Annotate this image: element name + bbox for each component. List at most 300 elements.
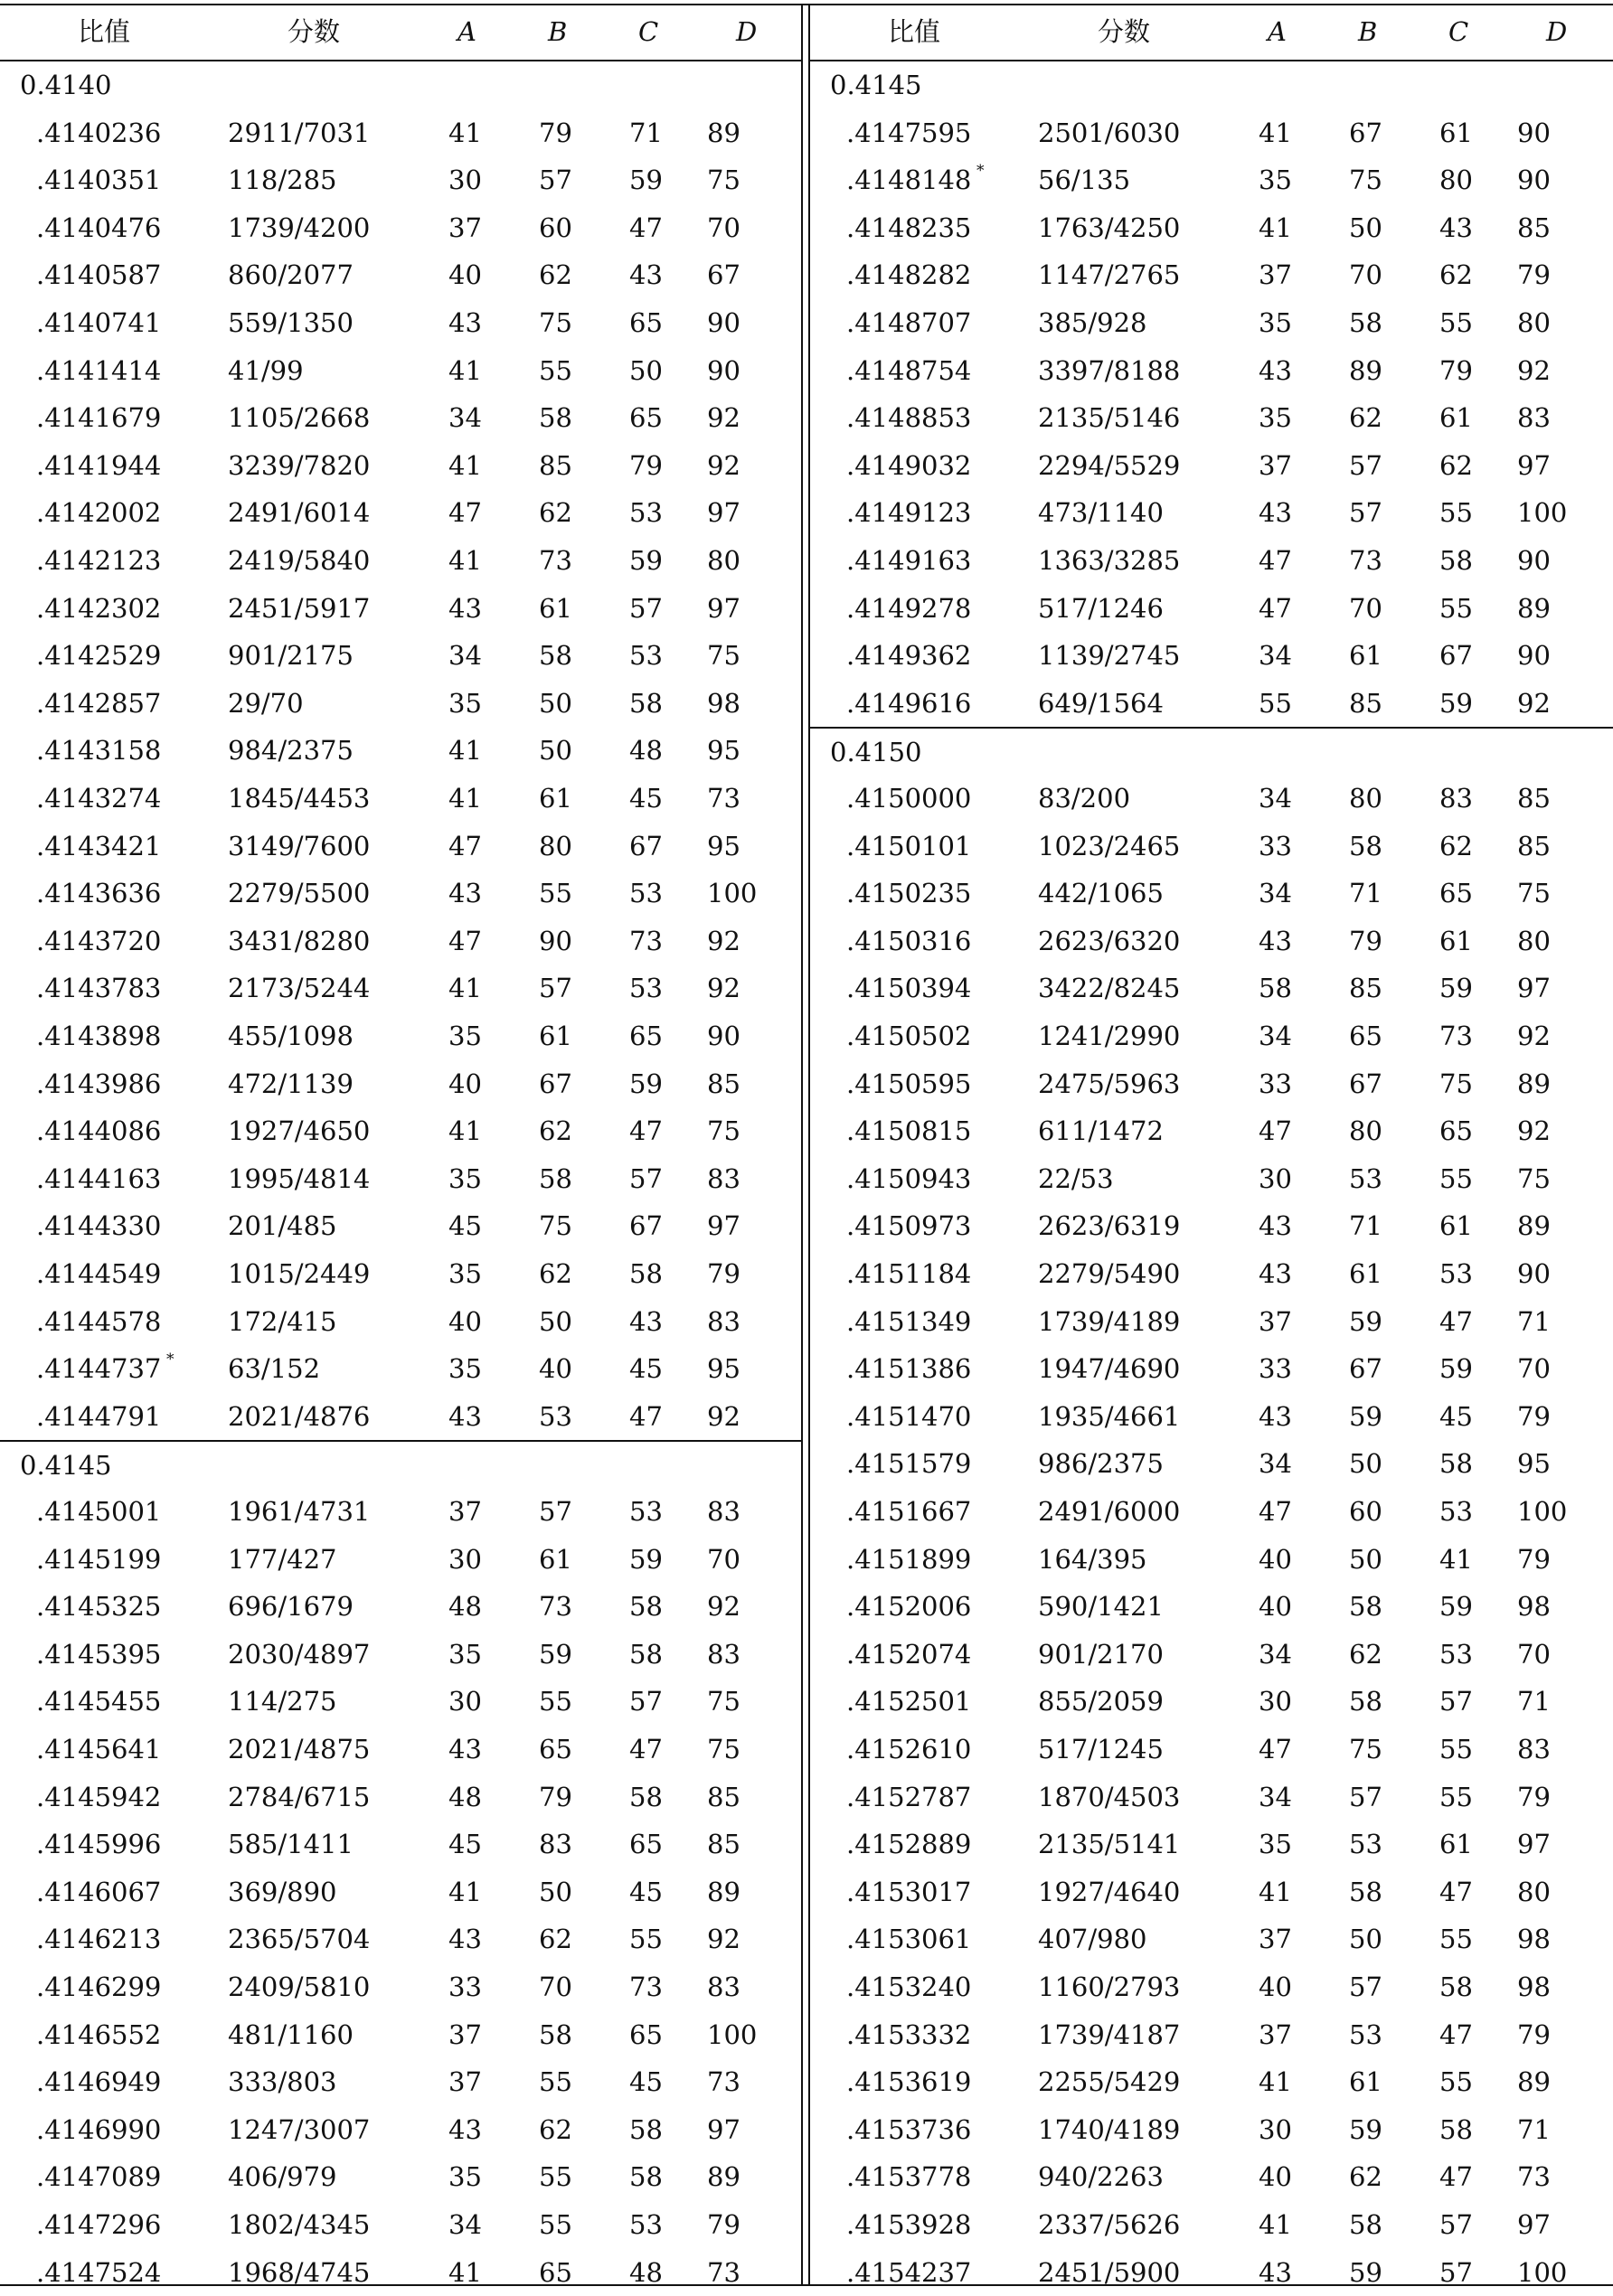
c-cell: 59 (629, 1543, 663, 1575)
c-cell: 48 (629, 735, 663, 767)
a-cell: 41 (448, 1876, 482, 1907)
d-cell: 89 (1517, 2066, 1551, 2098)
b-cell: 53 (1349, 2018, 1382, 2050)
b-cell: 70 (539, 1971, 572, 2002)
d-cell: 67 (707, 259, 740, 291)
ratio-cell: .4146213 (36, 1924, 162, 1955)
a-cell: 37 (1259, 1305, 1292, 1337)
ratio-cell: .4149362 (846, 640, 972, 672)
ratio-cell: .4150973 (846, 1210, 972, 1242)
b-cell: 62 (539, 1924, 572, 1955)
b-cell: 59 (1349, 1400, 1382, 1432)
b-cell: 61 (539, 783, 572, 814)
table-row (0, 347, 803, 395)
fraction-cell: 1927/4640 (1038, 1876, 1181, 1907)
b-cell: 50 (539, 735, 572, 767)
a-cell: 30 (1259, 1686, 1292, 1717)
fraction-cell: 1247/3007 (228, 2113, 371, 2145)
fraction-cell: 56/135 (1038, 165, 1131, 196)
b-cell: 50 (1349, 1543, 1382, 1575)
ratio-cell: .4145199 (36, 1543, 162, 1575)
c-cell: 45 (1439, 1400, 1473, 1432)
table-row (0, 823, 803, 870)
c-cell: 55 (1439, 497, 1473, 529)
c-cell: 59 (629, 545, 663, 576)
table-row (810, 1915, 1613, 1963)
ratio-cell: .4151470 (846, 1400, 972, 1432)
d-cell: 89 (1517, 592, 1551, 624)
a-cell: 45 (448, 1210, 482, 1242)
ratio-cell: .4142857 (36, 687, 162, 719)
d-cell: 85 (707, 1781, 740, 1812)
d-cell: 73 (1517, 2161, 1551, 2193)
a-cell: 43 (448, 2113, 482, 2145)
b-cell: 58 (1349, 830, 1382, 861)
fraction-cell: 1241/2990 (1038, 1021, 1181, 1051)
c-cell: 55 (1439, 307, 1473, 338)
c-cell: 55 (1439, 2066, 1473, 2098)
fraction-cell: 2030/4897 (228, 1638, 371, 1670)
fraction-cell: 2337/5626 (1038, 2209, 1181, 2240)
ratio-cell: .4148707 (846, 307, 972, 338)
d-cell: 92 (1517, 687, 1551, 719)
a-cell: 48 (448, 1591, 482, 1623)
fraction-cell: 696/1679 (228, 1591, 354, 1623)
ratio-cell: .4148853 (846, 402, 972, 434)
table-row (0, 1012, 803, 1060)
b-cell: 67 (1349, 117, 1382, 148)
ratio-cell: .4146067 (36, 1876, 162, 1907)
b-cell: 80 (1349, 783, 1382, 814)
d-cell: 97 (1517, 449, 1551, 481)
b-cell: 83 (539, 1829, 572, 1860)
b-cell: 61 (1349, 1258, 1382, 1289)
ratio-cell: .4153736 (846, 2113, 972, 2145)
ratio-cell: .4145641 (36, 1734, 162, 1764)
ratio-cell: .4148235 (846, 212, 972, 243)
a-cell: 34 (448, 2209, 482, 2240)
ratio-cell: .4153928 (846, 2209, 972, 2240)
table-row (810, 394, 1613, 442)
a-cell: 34 (1259, 1638, 1292, 1670)
a-cell: 40 (448, 1068, 482, 1099)
fraction-cell: 611/1472 (1038, 1115, 1164, 1147)
ratio-cell: .4150815 (846, 1115, 972, 1147)
ratio-cell: .4143274 (36, 783, 162, 814)
table-row (810, 1298, 1613, 1346)
d-cell: 98 (707, 687, 740, 719)
b-cell: 58 (1349, 1876, 1382, 1907)
fraction-cell: 2135/5141 (1038, 1829, 1181, 1860)
table-row (0, 299, 803, 347)
table-row (810, 156, 1613, 204)
d-cell: 83 (707, 1162, 740, 1194)
b-cell: 58 (1349, 1686, 1382, 1717)
ratio-cell: .4146552 (36, 2018, 162, 2050)
c-cell: 61 (1439, 117, 1473, 148)
c-cell: 79 (1439, 354, 1473, 386)
ratio-cell: .4152889 (846, 1829, 972, 1860)
fraction-cell: 1927/4650 (228, 1115, 371, 1147)
d-cell: 95 (707, 1353, 740, 1385)
a-cell: 47 (1259, 1734, 1292, 1764)
b-cell: 59 (539, 1638, 572, 1670)
b-cell: 65 (539, 2256, 572, 2288)
c-cell: 53 (629, 497, 663, 529)
ratio-cell: .4148148 (846, 165, 972, 196)
b-cell: 57 (1349, 1781, 1382, 1812)
b-cell: 58 (1349, 1591, 1382, 1623)
table-row (0, 1536, 803, 1584)
b-cell: 50 (1349, 1448, 1382, 1480)
a-cell: 37 (448, 2018, 482, 2050)
ratio-cell: .4144549 (36, 1258, 162, 1289)
table-row (810, 917, 1613, 965)
ratio-cell: .4146949 (36, 2066, 162, 2098)
d-cell: 85 (707, 1068, 740, 1099)
b-cell: 57 (1349, 497, 1382, 529)
c-cell: 75 (1439, 1068, 1473, 1099)
a-cell: 40 (1259, 2161, 1292, 2193)
fraction-cell: 2279/5500 (228, 878, 371, 909)
d-cell: 90 (1517, 640, 1551, 672)
ratio-cell: .4143421 (36, 830, 162, 861)
ratio-cell: .4150235 (846, 878, 972, 909)
table-row (0, 1393, 803, 1441)
fraction-cell: 901/2175 (228, 640, 354, 672)
ratio-cell: .4147089 (36, 2161, 162, 2193)
fraction-cell: 2784/6715 (228, 1781, 371, 1812)
a-cell: 34 (1259, 1021, 1292, 1051)
table-row (0, 251, 803, 299)
b-cell: 79 (539, 117, 572, 148)
d-cell: 95 (1517, 1448, 1551, 1480)
fraction-cell: 984/2375 (228, 735, 354, 767)
c-cell: 62 (1439, 259, 1473, 291)
b-cell: 57 (539, 1496, 572, 1527)
fraction-cell: 2173/5244 (228, 973, 371, 1004)
table-row (0, 1060, 803, 1108)
fraction-cell: 407/980 (1038, 1924, 1147, 1955)
section-header-row (0, 61, 803, 109)
fraction-cell: 3422/8245 (1038, 973, 1181, 1004)
table-row (810, 109, 1613, 157)
fraction-cell: 585/1411 (228, 1829, 354, 1860)
b-cell: 67 (1349, 1068, 1382, 1099)
c-cell: 59 (1439, 1353, 1473, 1385)
c-cell: 59 (1439, 687, 1473, 719)
d-cell: 92 (707, 1924, 740, 1955)
c-cell: 65 (629, 402, 663, 434)
fraction-cell: 481/1160 (228, 2018, 354, 2050)
a-cell: 40 (448, 1305, 482, 1337)
header-ratio: 比值 (888, 16, 941, 47)
footnote-marker: * (166, 1350, 175, 1369)
b-cell: 62 (1349, 1638, 1382, 1670)
fraction-cell: 855/2059 (1038, 1686, 1164, 1717)
header-row-left (0, 4, 803, 61)
ratio-cell: .4149123 (846, 497, 972, 529)
c-cell: 58 (629, 1781, 663, 1812)
c-cell: 47 (629, 1400, 663, 1432)
d-cell: 79 (1517, 259, 1551, 291)
table-row (0, 917, 803, 965)
b-cell: 62 (539, 1115, 572, 1147)
table-row (0, 442, 803, 490)
b-cell: 70 (1349, 592, 1382, 624)
a-cell: 43 (448, 1734, 482, 1764)
b-cell: 62 (1349, 402, 1382, 434)
d-cell: 70 (1517, 1638, 1551, 1670)
d-cell: 80 (1517, 925, 1551, 956)
a-cell: 34 (1259, 1448, 1292, 1480)
c-cell: 50 (629, 354, 663, 386)
ratio-cell: .4149032 (846, 449, 972, 481)
fraction-cell: 2409/5810 (228, 1971, 371, 2002)
table-row (0, 1107, 803, 1155)
d-cell: 92 (707, 973, 740, 1004)
ratio-cell: .4141944 (36, 449, 162, 481)
b-cell: 79 (1349, 925, 1382, 956)
d-cell: 89 (707, 2161, 740, 2193)
table-row (0, 1488, 803, 1536)
b-cell: 67 (539, 1068, 572, 1099)
table-row (0, 2011, 803, 2059)
d-cell: 100 (707, 2018, 758, 2050)
fraction-cell: 2021/4876 (228, 1400, 371, 1432)
c-cell: 58 (629, 1258, 663, 1289)
fraction-cell: 2451/5917 (228, 592, 371, 624)
c-cell: 67 (629, 1210, 663, 1242)
d-cell: 71 (1517, 2113, 1551, 2145)
fraction-cell: 1363/3285 (1038, 545, 1181, 576)
table-row (0, 1868, 803, 1916)
fraction-cell: 2135/5146 (1038, 402, 1181, 434)
fraction-cell: 2279/5490 (1038, 1258, 1181, 1289)
d-cell: 89 (707, 1876, 740, 1907)
c-cell: 47 (1439, 2018, 1473, 2050)
b-cell: 65 (539, 1734, 572, 1764)
table-row (810, 1155, 1613, 1203)
d-cell: 97 (707, 1210, 740, 1242)
a-cell: 43 (1259, 2256, 1292, 2288)
table-row (810, 1963, 1613, 2011)
table-row (810, 1488, 1613, 1536)
c-cell: 67 (629, 830, 663, 861)
table-row (0, 585, 803, 633)
c-cell: 67 (1439, 640, 1473, 672)
table-row (810, 680, 1613, 728)
b-cell: 50 (1349, 212, 1382, 243)
a-cell: 55 (1259, 687, 1292, 719)
c-cell: 53 (629, 878, 663, 909)
fraction-cell: 2365/5704 (228, 1924, 371, 1955)
fraction-cell: 1015/2449 (228, 1258, 371, 1289)
d-cell: 97 (1517, 973, 1551, 1004)
table-row (810, 870, 1613, 917)
a-cell: 41 (448, 1115, 482, 1147)
table-row (0, 394, 803, 442)
d-cell: 97 (707, 497, 740, 529)
ratio-cell: .4142002 (36, 497, 162, 529)
c-cell: 79 (629, 449, 663, 481)
fraction-cell: 3239/7820 (228, 449, 371, 481)
fraction-cell: 22/53 (1038, 1162, 1114, 1194)
fraction-cell: 1763/4250 (1038, 212, 1181, 243)
a-cell: 48 (448, 1781, 482, 1812)
ratio-cell: .4142302 (36, 592, 162, 624)
fraction-cell: 1935/4661 (1038, 1400, 1181, 1432)
ratio-cell: .4149616 (846, 687, 972, 719)
fraction-cell: 1147/2765 (1038, 259, 1181, 291)
a-cell: 37 (1259, 259, 1292, 291)
footnote-marker: * (976, 162, 985, 181)
ratio-cell: .4144330 (36, 1210, 162, 1242)
ratio-cell: .4151667 (846, 1496, 972, 1527)
table-row (810, 1631, 1613, 1679)
table-row (810, 965, 1613, 1012)
d-cell: 79 (1517, 1543, 1551, 1575)
b-cell: 62 (1349, 2161, 1382, 2193)
fraction-cell: 559/1350 (228, 307, 354, 338)
c-cell: 53 (629, 640, 663, 672)
b-cell: 40 (539, 1353, 572, 1385)
d-cell: 90 (1517, 165, 1551, 196)
a-cell: 34 (448, 402, 482, 434)
b-cell: 62 (539, 2113, 572, 2145)
a-cell: 40 (1259, 1971, 1292, 2002)
b-cell: 61 (1349, 640, 1382, 672)
d-cell: 90 (707, 1021, 740, 1051)
fraction-cell: 1160/2793 (1038, 1971, 1181, 2002)
b-cell: 58 (539, 402, 572, 434)
a-cell: 41 (1259, 212, 1292, 243)
c-cell: 80 (1439, 165, 1473, 196)
d-cell: 89 (707, 117, 740, 148)
fraction-cell: 177/427 (228, 1543, 337, 1575)
d-cell: 73 (707, 783, 740, 814)
fraction-cell: 1802/4345 (228, 2209, 371, 2240)
table-row (0, 109, 803, 157)
fraction-cell: 3397/8188 (1038, 354, 1181, 386)
b-cell: 58 (539, 1162, 572, 1194)
d-cell: 100 (1517, 1496, 1568, 1527)
a-cell: 33 (1259, 1353, 1292, 1385)
c-cell: 65 (629, 1021, 663, 1051)
fraction-cell: 1947/4690 (1038, 1353, 1181, 1385)
table-row (0, 632, 803, 680)
c-cell: 43 (629, 1305, 663, 1337)
c-cell: 47 (1439, 1305, 1473, 1337)
a-cell: 37 (1259, 449, 1292, 481)
table-row (810, 1774, 1613, 1821)
table-row (0, 1915, 803, 1963)
b-cell: 55 (539, 1686, 572, 1717)
fraction-cell: 2491/6014 (228, 497, 371, 529)
b-cell: 60 (1349, 1496, 1382, 1527)
section-label: 0.4145 (20, 1450, 112, 1482)
table-row (810, 1440, 1613, 1488)
ratio-cell: .4152787 (846, 1781, 972, 1812)
b-cell: 59 (1349, 2113, 1382, 2145)
table-row (0, 775, 803, 823)
d-cell: 80 (1517, 307, 1551, 338)
d-cell: 71 (1517, 1686, 1551, 1717)
a-cell: 30 (1259, 1162, 1292, 1194)
b-cell: 60 (539, 212, 572, 243)
c-cell: 61 (1439, 1210, 1473, 1242)
b-cell: 75 (539, 1210, 572, 1242)
header-c: C (1448, 16, 1469, 47)
d-cell: 75 (1517, 878, 1551, 909)
fraction-cell: 2419/5840 (228, 545, 371, 576)
fraction-cell: 2623/6319 (1038, 1210, 1181, 1242)
fraction-cell: 3431/8280 (228, 925, 371, 956)
ratio-cell: .4151386 (846, 1353, 972, 1385)
a-cell: 47 (448, 830, 482, 861)
header-a: A (1268, 16, 1287, 47)
d-cell: 75 (707, 640, 740, 672)
fraction-cell: 164/395 (1038, 1543, 1147, 1575)
table-row (0, 489, 803, 537)
ratio-cell: .4153240 (846, 1971, 972, 2002)
table-row (0, 2106, 803, 2154)
ratio-cell: .4144086 (36, 1115, 162, 1147)
b-cell: 58 (539, 2018, 572, 2050)
ratio-cell: .4150316 (846, 925, 972, 956)
d-cell: 75 (707, 165, 740, 196)
d-cell: 85 (1517, 212, 1551, 243)
c-cell: 48 (629, 2256, 663, 2288)
c-cell: 47 (629, 1734, 663, 1764)
ratio-cell: .4153778 (846, 2161, 972, 2193)
c-cell: 58 (629, 687, 663, 719)
d-cell: 89 (1517, 1210, 1551, 1242)
b-cell: 71 (1349, 878, 1382, 909)
d-cell: 100 (707, 878, 758, 909)
a-cell: 47 (1259, 545, 1292, 576)
c-cell: 53 (1439, 1496, 1473, 1527)
a-cell: 35 (448, 687, 482, 719)
ratio-cell: .4145455 (36, 1686, 162, 1717)
d-cell: 90 (1517, 1258, 1551, 1289)
a-cell: 35 (1259, 165, 1292, 196)
c-cell: 45 (629, 1876, 663, 1907)
a-cell: 43 (448, 592, 482, 624)
table-row (0, 2249, 803, 2296)
ratio-cell: .4147595 (846, 117, 972, 148)
table-row (0, 204, 803, 252)
c-cell: 58 (629, 2113, 663, 2145)
b-cell: 59 (1349, 1305, 1382, 1337)
d-cell: 95 (707, 830, 740, 861)
ratio-cell: .4141679 (36, 402, 162, 434)
table-row (810, 2249, 1613, 2296)
a-cell: 47 (448, 925, 482, 956)
ratio-cell: .4151349 (846, 1305, 972, 1337)
ratio-cell: .4154237 (846, 2256, 972, 2288)
fraction-cell: 333/803 (228, 2066, 337, 2098)
ratio-cell: .4142123 (36, 545, 162, 576)
ratio-cell: .4143898 (36, 1021, 162, 1051)
c-cell: 58 (629, 2161, 663, 2193)
b-cell: 89 (1349, 354, 1382, 386)
table-row (810, 1821, 1613, 1868)
c-cell: 57 (629, 1686, 663, 1717)
table-row (810, 1202, 1613, 1250)
c-cell: 47 (629, 1115, 663, 1147)
b-cell: 73 (539, 545, 572, 576)
